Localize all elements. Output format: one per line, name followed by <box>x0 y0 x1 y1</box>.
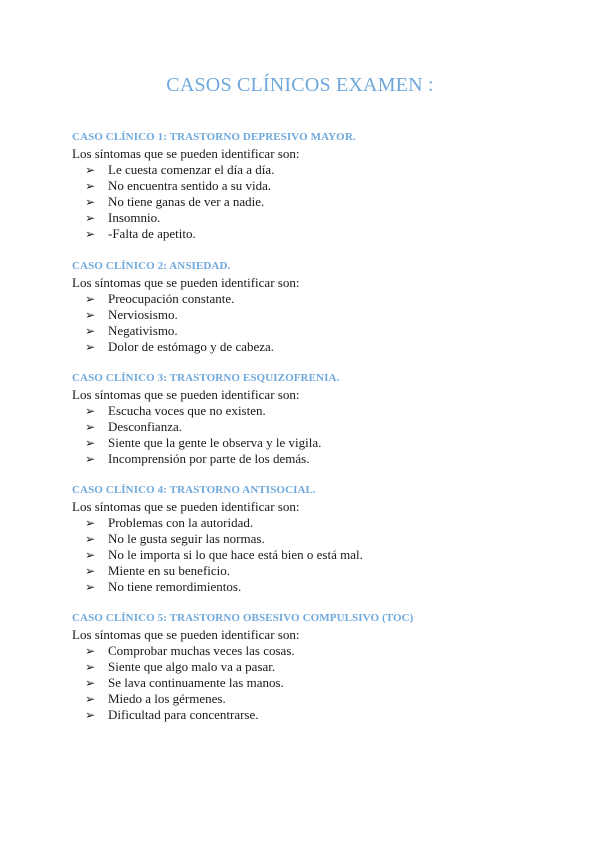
symptom-item <box>72 323 542 339</box>
arrow-bullet-icon: ➢ <box>85 676 96 690</box>
arrow-bullet-icon: ➢ <box>85 692 96 706</box>
arrow-bullet-icon: ➢ <box>85 516 96 530</box>
symptom-item <box>72 659 542 675</box>
symptom-text: Dificultad para concentrarse. <box>108 707 259 722</box>
arrow-bullet-icon: ➢ <box>85 227 96 241</box>
symptom-item <box>72 210 542 226</box>
symptom-text: Se lava continuamente las manos. <box>108 675 284 690</box>
case-intro: Los síntomas que se pueden identificar son: <box>72 275 300 290</box>
symptom-list <box>72 291 542 355</box>
case-heading: CASO CLÍNICO 3: TRASTORNO ESQUIZOFRENIA. <box>72 372 340 384</box>
symptom-text: Desconfianza. <box>108 419 182 434</box>
symptom-text: Problemas con la autoridad. <box>108 515 254 530</box>
symptom-item <box>72 194 542 210</box>
symptom-item <box>72 579 542 595</box>
symptom-text: Nerviosismo. <box>108 307 178 322</box>
symptom-text: No tiene ganas de ver a nadie. <box>108 194 265 209</box>
arrow-bullet-icon: ➢ <box>85 195 96 209</box>
arrow-bullet-icon: ➢ <box>85 404 96 418</box>
symptom-item <box>72 691 542 707</box>
case-heading: CASO CLÍNICO 1: TRASTORNO DEPRESIVO MAYOR. <box>72 131 356 143</box>
arrow-bullet-icon: ➢ <box>85 548 96 562</box>
case-section-1 <box>72 130 542 242</box>
case-section-2 <box>72 259 542 355</box>
arrow-bullet-icon: ➢ <box>85 420 96 434</box>
case-heading: CASO CLÍNICO 2: ANSIEDAD. <box>72 260 231 272</box>
symptom-text: Comprobar muchas veces las cosas. <box>108 643 295 658</box>
arrow-bullet-icon: ➢ <box>85 211 96 225</box>
arrow-bullet-icon: ➢ <box>85 644 96 658</box>
case-section-4 <box>72 483 542 595</box>
arrow-bullet-icon: ➢ <box>85 660 96 674</box>
case-heading: CASO CLÍNICO 5: TRASTORNO OBSESIVO COMPULSIVO (TOC) <box>72 612 414 624</box>
arrow-bullet-icon: ➢ <box>85 292 96 306</box>
symptom-item <box>72 515 542 531</box>
case-section-3 <box>72 371 542 467</box>
symptom-item <box>72 707 542 723</box>
arrow-bullet-icon: ➢ <box>85 580 96 594</box>
symptom-item <box>72 531 542 547</box>
symptom-text: Siente que la gente le observa y le vigila. <box>108 435 322 450</box>
symptom-item <box>72 419 542 435</box>
arrow-bullet-icon: ➢ <box>85 163 96 177</box>
case-intro: Los síntomas que se pueden identificar son: <box>72 499 300 514</box>
symptom-list <box>72 515 542 595</box>
symptom-item <box>72 307 542 323</box>
symptom-item <box>72 226 542 242</box>
arrow-bullet-icon: ➢ <box>85 179 96 193</box>
arrow-bullet-icon: ➢ <box>85 324 96 338</box>
symptom-item <box>72 403 542 419</box>
symptom-item <box>72 291 542 307</box>
symptom-text: No tiene remordimientos. <box>108 579 242 594</box>
symptom-text: Siente que algo malo va a pasar. <box>108 659 276 674</box>
document-title: CASOS CLÍNICOS EXAMEN : <box>166 74 434 96</box>
symptom-item <box>72 451 542 467</box>
case-section-5 <box>72 611 542 723</box>
case-intro: Los síntomas que se pueden identificar son: <box>72 627 300 642</box>
symptom-item <box>72 339 542 355</box>
symptom-item <box>72 435 542 451</box>
symptom-text: Miedo a los gérmenes. <box>108 691 226 706</box>
arrow-bullet-icon: ➢ <box>85 452 96 466</box>
arrow-bullet-icon: ➢ <box>85 436 96 450</box>
symptom-text: -Falta de apetito. <box>108 226 196 241</box>
symptom-text: No le gusta seguir las normas. <box>108 531 265 546</box>
symptom-item <box>72 178 542 194</box>
case-intro: Los síntomas que se pueden identificar son: <box>72 387 300 402</box>
symptom-text: Incomprensión por parte de los demás. <box>108 451 310 466</box>
symptom-text: Escucha voces que no existen. <box>108 403 266 418</box>
symptom-list <box>72 403 542 467</box>
arrow-bullet-icon: ➢ <box>85 708 96 722</box>
symptom-list <box>72 643 542 723</box>
symptom-list <box>72 162 542 242</box>
symptom-text: No encuentra sentido a su vida. <box>108 178 272 193</box>
symptom-item <box>72 675 542 691</box>
arrow-bullet-icon: ➢ <box>85 532 96 546</box>
arrow-bullet-icon: ➢ <box>85 308 96 322</box>
symptom-text: Negativismo. <box>108 323 178 338</box>
symptom-item <box>72 547 542 563</box>
symptom-item <box>72 162 542 178</box>
arrow-bullet-icon: ➢ <box>85 340 96 354</box>
symptom-text: Dolor de estómago y de cabeza. <box>108 339 275 354</box>
symptom-item <box>72 643 542 659</box>
case-heading: CASO CLÍNICO 4: TRASTORNO ANTISOCIAL. <box>72 484 316 496</box>
case-intro: Los síntomas que se pueden identificar son: <box>72 146 300 161</box>
symptom-item <box>72 563 542 579</box>
symptom-text: Insomnio. <box>108 210 161 225</box>
symptom-text: Preocupación constante. <box>108 291 235 306</box>
arrow-bullet-icon: ➢ <box>85 564 96 578</box>
symptom-text: Miente en su beneficio. <box>108 563 231 578</box>
symptom-text: Le cuesta comenzar el día a día. <box>108 162 275 177</box>
symptom-text: No le importa si lo que hace está bien o está mal. <box>108 547 363 562</box>
